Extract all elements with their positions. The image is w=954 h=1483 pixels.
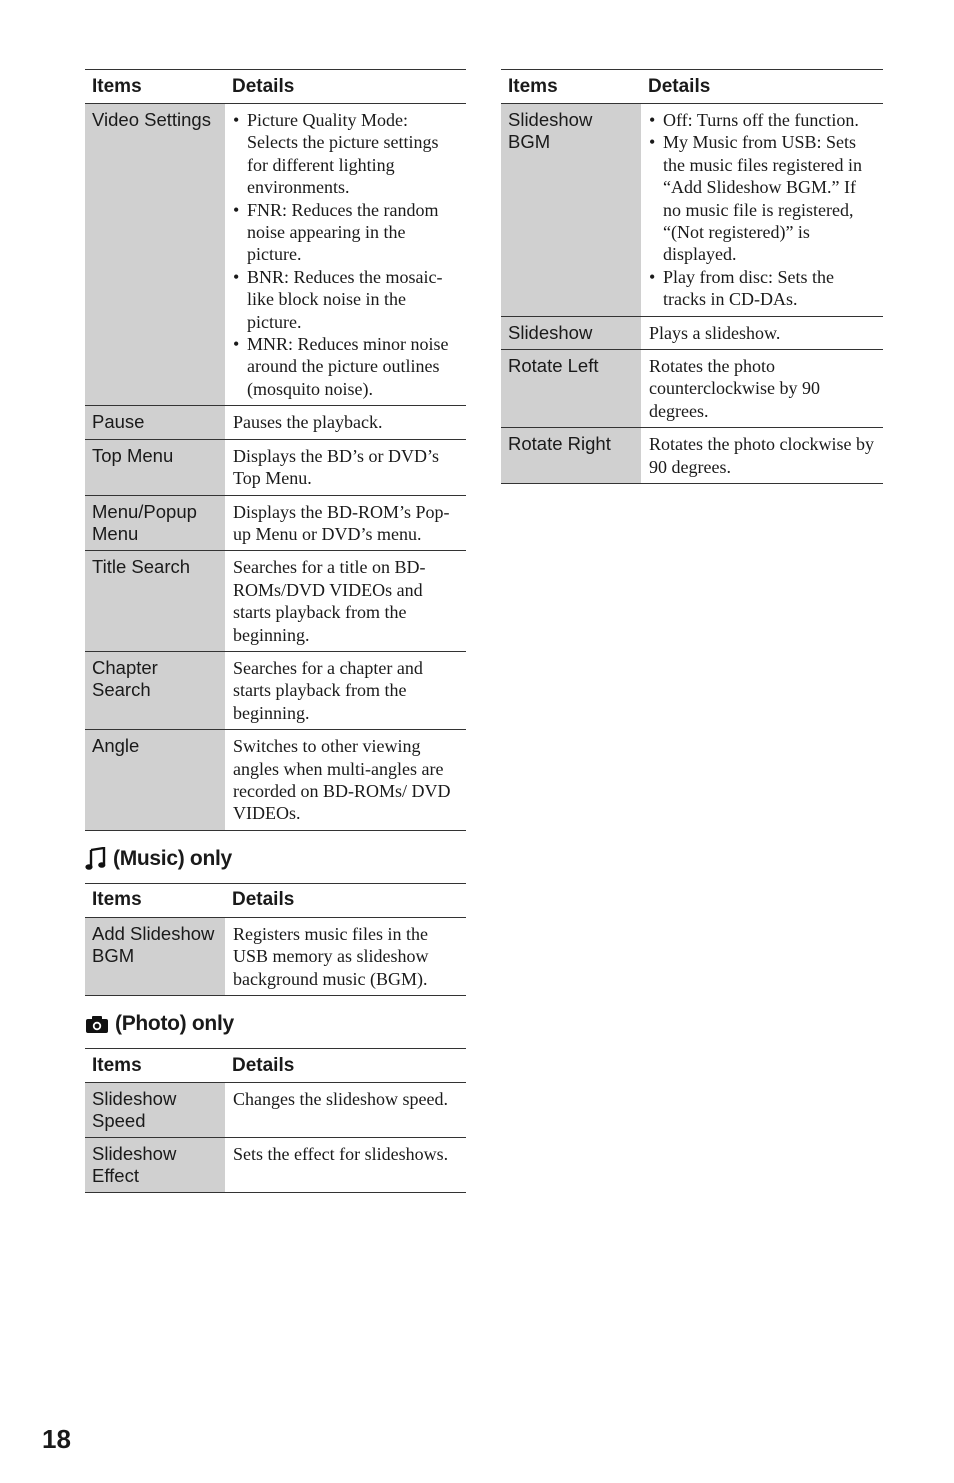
detail-video-settings [225,104,466,406]
detail-chapter-search: Searches for a chapter and starts playback from the beginning. [225,651,466,729]
details-header: Details [225,883,466,917]
table-row [85,551,466,652]
table-row [501,428,883,484]
table-row [85,1138,466,1193]
item-top-menu: Top Menu [85,439,225,495]
item-rotate-left: Rotate Left [501,350,641,428]
details-header: Details [641,70,883,104]
detail-top-menu: Displays the BD’s or DVD’s Top Menu. [225,439,466,495]
photo-options-table [85,1048,466,1193]
music-only-heading [85,847,466,871]
items-header: Items [85,883,225,917]
item-slideshow-effect: Slideshow Effect [85,1138,225,1193]
bullet-item: • BNR: Reduces the mosaic-like block noise in the picture. [233,266,459,333]
item-slideshow: Slideshow [501,316,641,349]
items-header: Items [85,70,225,104]
bullet-item: • Play from disc: Sets the tracks in CD-DAs. [649,266,876,311]
detail-rotate-right: Rotates the photo clockwise by 90 degrees. [641,428,883,484]
music-options-table [85,883,466,996]
detail-slideshow-speed: Changes the slideshow speed. [225,1083,466,1138]
table-row [85,1083,466,1138]
photo-section-title: (Photo) only [115,1012,234,1035]
detail-add-slideshow-bgm: Registers music files in the USB memory as slideshow background music (BGM). [225,917,466,995]
item-chapter-search: Chapter Search [85,651,225,729]
table-row [85,495,466,551]
item-pause: Pause [85,406,225,439]
details-header: Details [225,1049,466,1083]
table-row [501,316,883,349]
item-angle: Angle [85,730,225,831]
bullet-item: • Off: Turns off the function. [649,109,876,131]
bullet-item: • FNR: Reduces the random noise appearing in the picture. [233,199,459,266]
table-row [501,104,883,317]
bullet-item: • Picture Quality Mode: Selects the picture settings for different lighting environments. [233,109,459,199]
detail-pause: Pauses the playback. [225,406,466,439]
detail-title-search: Searches for a title on BD-ROMs/DVD VIDEOs and starts playback from the beginning. [225,551,466,652]
detail-slideshow-effect: Sets the effect for slideshows. [225,1138,466,1193]
detail-angle: Switches to other viewing angles when multi-angles are recorded on BD-ROMs/ DVD VIDEOs. [225,730,466,831]
details-header: Details [225,70,466,104]
table-row [85,104,466,406]
detail-rotate-left: Rotates the photo counterclockwise by 90 degrees. [641,350,883,428]
table-row [85,730,466,831]
page-number: 18 [42,1424,71,1454]
table-row [85,439,466,495]
photo-options-table-continued [501,69,883,484]
table-row [85,651,466,729]
items-header: Items [501,70,641,104]
item-menu-popup: Menu/Popup Menu [85,495,225,551]
item-add-slideshow-bgm: Add Slideshow BGM [85,917,225,995]
photo-only-heading [85,1012,466,1036]
item-rotate-right: Rotate Right [501,428,641,484]
music-note-icon [85,847,107,871]
table-row [85,406,466,439]
detail-slideshow-bgm [641,104,883,317]
table-row [85,917,466,995]
left-column [85,69,466,1193]
video-options-table [85,69,466,831]
item-slideshow-bgm: Slideshow BGM [501,104,641,317]
item-video-settings: Video Settings [85,104,225,406]
detail-slideshow: Plays a slideshow. [641,316,883,349]
bullet-item: • My Music from USB: Sets the music files registered in “Add Slideshow BGM.” If no music file is registered, “(Not registered)” is displayed. [649,131,876,265]
music-section-title: (Music) only [113,846,232,870]
bullet-item: • MNR: Reduces minor noise around the picture outlines (mosquito noise). [233,333,459,400]
right-column [501,69,883,484]
detail-menu-popup: Displays the BD-ROM’s Pop-up Menu or DVD’s menu. [225,495,466,551]
item-title-search: Title Search [85,551,225,652]
items-header: Items [85,1049,225,1083]
camera-icon [85,1014,109,1034]
table-row [501,350,883,428]
item-slideshow-speed: Slideshow Speed [85,1083,225,1138]
